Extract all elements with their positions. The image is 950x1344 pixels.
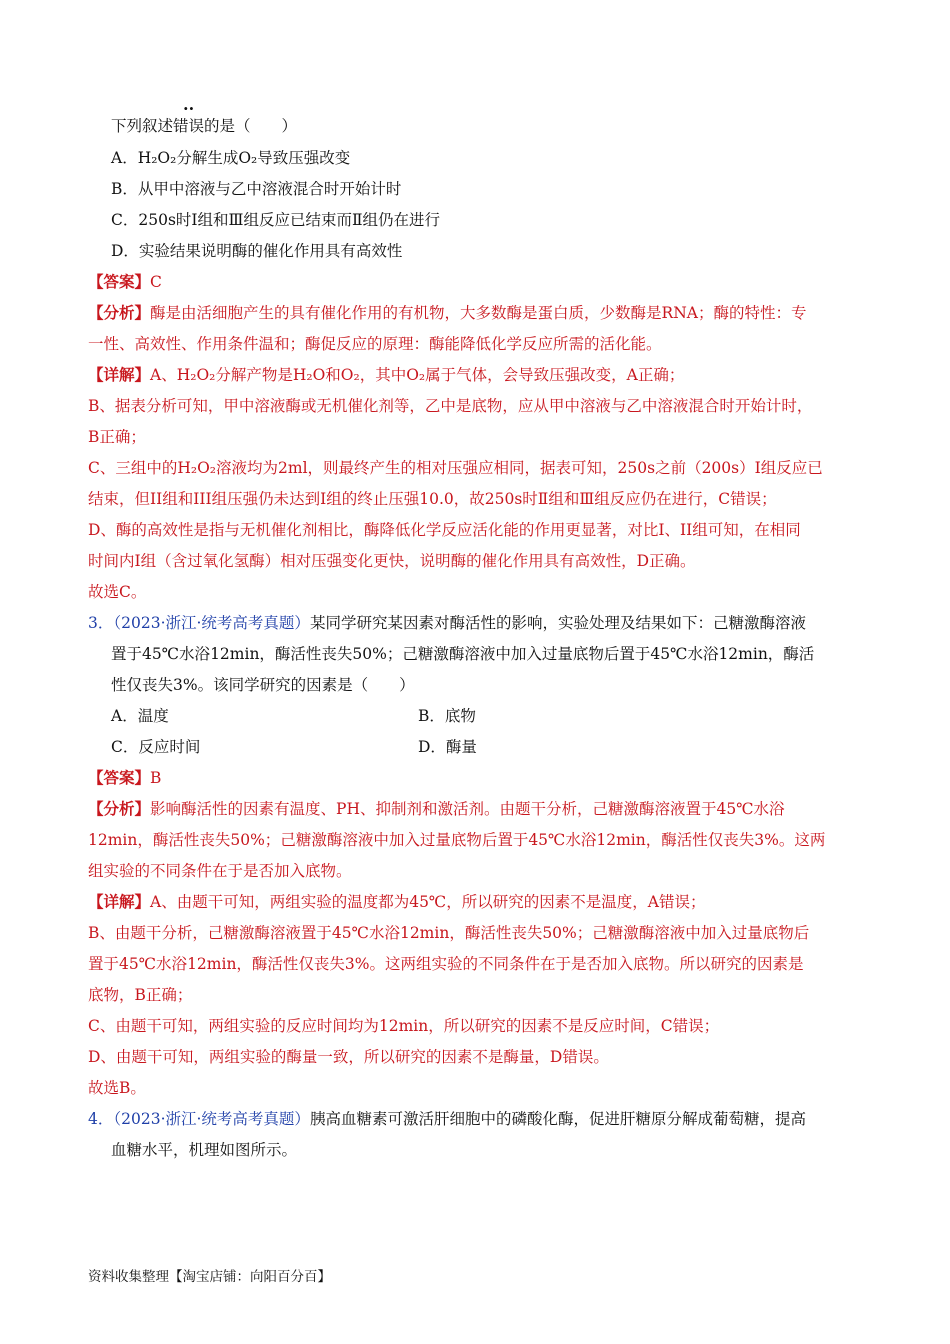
detail-text: A、H₂O₂分解产物是H₂O和O₂，其中O₂属于气体，会导致压强改变，A正确； (150, 366, 685, 384)
page-footer: 资料收集整理【淘宝店铺：向阳百分百】 (88, 1269, 331, 1285)
question-text: 某同学研究某因素对酶活性的影响，实验处理及结果如下：己糖激酶溶液 (309, 614, 806, 632)
q3-detail-line-5: C、由题干可知，两组实验的反应时间均为12min，所以研究的因素不是反应时间，C错误； (88, 1017, 720, 1035)
q3-analysis-line-3: 组实验的不同条件在于是否加入底物。 (88, 862, 352, 880)
detail-tag: 【详解】 (88, 365, 151, 384)
q3-detail-line-3: 置于45℃水浴12min，酶活性仅丧失3%。这两组实验的不同条件在于是否加入底物。所以研究的因素是 (88, 955, 804, 973)
q3-analysis-line-1 (88, 798, 785, 820)
question-number: 3． (88, 614, 114, 632)
q2-detail-line-2: B、据表分析可知，甲中溶液酶或无机催化剂等，乙中是底物，应从甲中溶液与乙中溶液混合时开始计时， (88, 397, 813, 415)
q4-stem-line-1 (88, 1108, 806, 1130)
q3-option-b: B．底物 (418, 707, 476, 725)
q2-option-a: A．H₂O₂分解生成O₂导致压强改变 (111, 149, 351, 167)
q2-detail-line-6: D、酶的高效性是指与无机催化剂相比，酶降低化学反应活化能的作用更显著，对比I、II组可知，在相同 (88, 521, 801, 539)
q3-answer (88, 767, 161, 789)
analysis-tag: 【分析】 (88, 799, 151, 818)
emphasis-dots: ·· (183, 99, 195, 118)
q2-option-b: B．从甲中溶液与乙中溶液混合时开始计时 (111, 180, 402, 198)
analysis-text: 影响酶活性的因素有温度、PH、抑制剂和激活剂。由题干分析，己糖激酶溶液置于45℃水浴 (150, 800, 785, 818)
q3-option-a: A．温度 (111, 707, 169, 725)
answer-value: C (150, 273, 162, 291)
q3-detail-line-6: D、由题干可知，两组实验的酶量一致，所以研究的因素不是酶量，D错误。 (88, 1048, 609, 1066)
q3-stem-line-1 (88, 612, 806, 634)
q3-option-c: C．反应时间 (111, 738, 201, 756)
q3-stem-line-3: 性仅丧失3%。该同学研究的因素是（ ） (111, 676, 415, 694)
q2-detail-line-7: 时间内I组（含过氧化氢酶）相对压强变化更快，说明酶的催化作用具有高效性，D正确。 (88, 552, 696, 570)
q2-detail-line-4: C、三组中的H₂O₂溶液均为2ml，则最终产生的相对压强应相同，据表可知，250s之前（200s）I组反应已 (88, 459, 823, 477)
q2-analysis-line-2: 一性、高效性、作用条件温和；酶促反应的原理：酶能降低化学反应所需的活化能。 (88, 335, 662, 353)
question-number: 4． (88, 1110, 114, 1128)
q3-analysis-line-2: 12min，酶活性丧失50%；己糖激酶溶液中加入过量底物后置于45℃水浴12min，酶活性仅丧失3%。这两 (88, 831, 826, 849)
q3-stem-line-2: 置于45℃水浴12min，酶活性丧失50%；己糖激酶溶液中加入过量底物后置于45℃水浴12min，酶活 (111, 645, 815, 663)
q2-detail-line-1 (88, 364, 684, 386)
analysis-text: 酶是由活细胞产生的具有催化作用的有机物，大多数酶是蛋白质，少数酶是RNA；酶的特性：专 (150, 304, 807, 322)
answer-value: B (150, 769, 162, 787)
question-text: 胰高血糖素可激活肝细胞中的磷酸化酶，促进肝糖原分解成葡萄糖，提高 (309, 1110, 806, 1128)
q4-stem-line-2: 血糖水平，机理如图所示。 (111, 1141, 298, 1159)
detail-tag: 【详解】 (88, 892, 151, 911)
q2-answer (88, 271, 162, 293)
analysis-tag: 【分析】 (88, 303, 151, 322)
q3-option-d: D．酶量 (418, 738, 477, 756)
q3-detail-line-1 (88, 891, 705, 913)
q3-detail-line-4: 底物，B正确； (88, 986, 193, 1004)
q2-option-d: D．实验结果说明酶的催化作用具有高效性 (111, 242, 403, 260)
answer-tag: 【答案】 (88, 272, 151, 291)
q2-detail-line-3: B正确； (88, 428, 146, 446)
q3-detail-line-2: B、由题干分析，己糖激酶溶液置于45℃水浴12min，酶活性丧失50%；己糖激酶溶液中加入过量底物后 (88, 924, 810, 942)
q2-conclusion: 故选C。 (88, 583, 147, 601)
q2-option-c: C．250s时Ⅰ组和Ⅲ组反应已结束而Ⅱ组仍在进行 (111, 211, 441, 229)
q3-conclusion: 故选B。 (88, 1079, 146, 1097)
detail-text: A、由题干可知，两组实验的温度都为45℃，所以研究的因素不是温度，A错误； (150, 893, 706, 911)
q2-stem: 下列叙述错误的是（ ） (111, 117, 298, 135)
answer-tag: 【答案】 (88, 768, 151, 787)
question-source: （2023·浙江·统考高考真题） (113, 1110, 310, 1128)
question-source: （2023·浙江·统考高考真题） (113, 614, 310, 632)
q2-detail-line-5: 结束，但II组和III组压强仍未达到I组的终止压强10.0，故250s时Ⅱ组和Ⅲ组反应仍在进行，C错误； (88, 490, 777, 508)
q2-analysis-line-1 (88, 302, 806, 324)
